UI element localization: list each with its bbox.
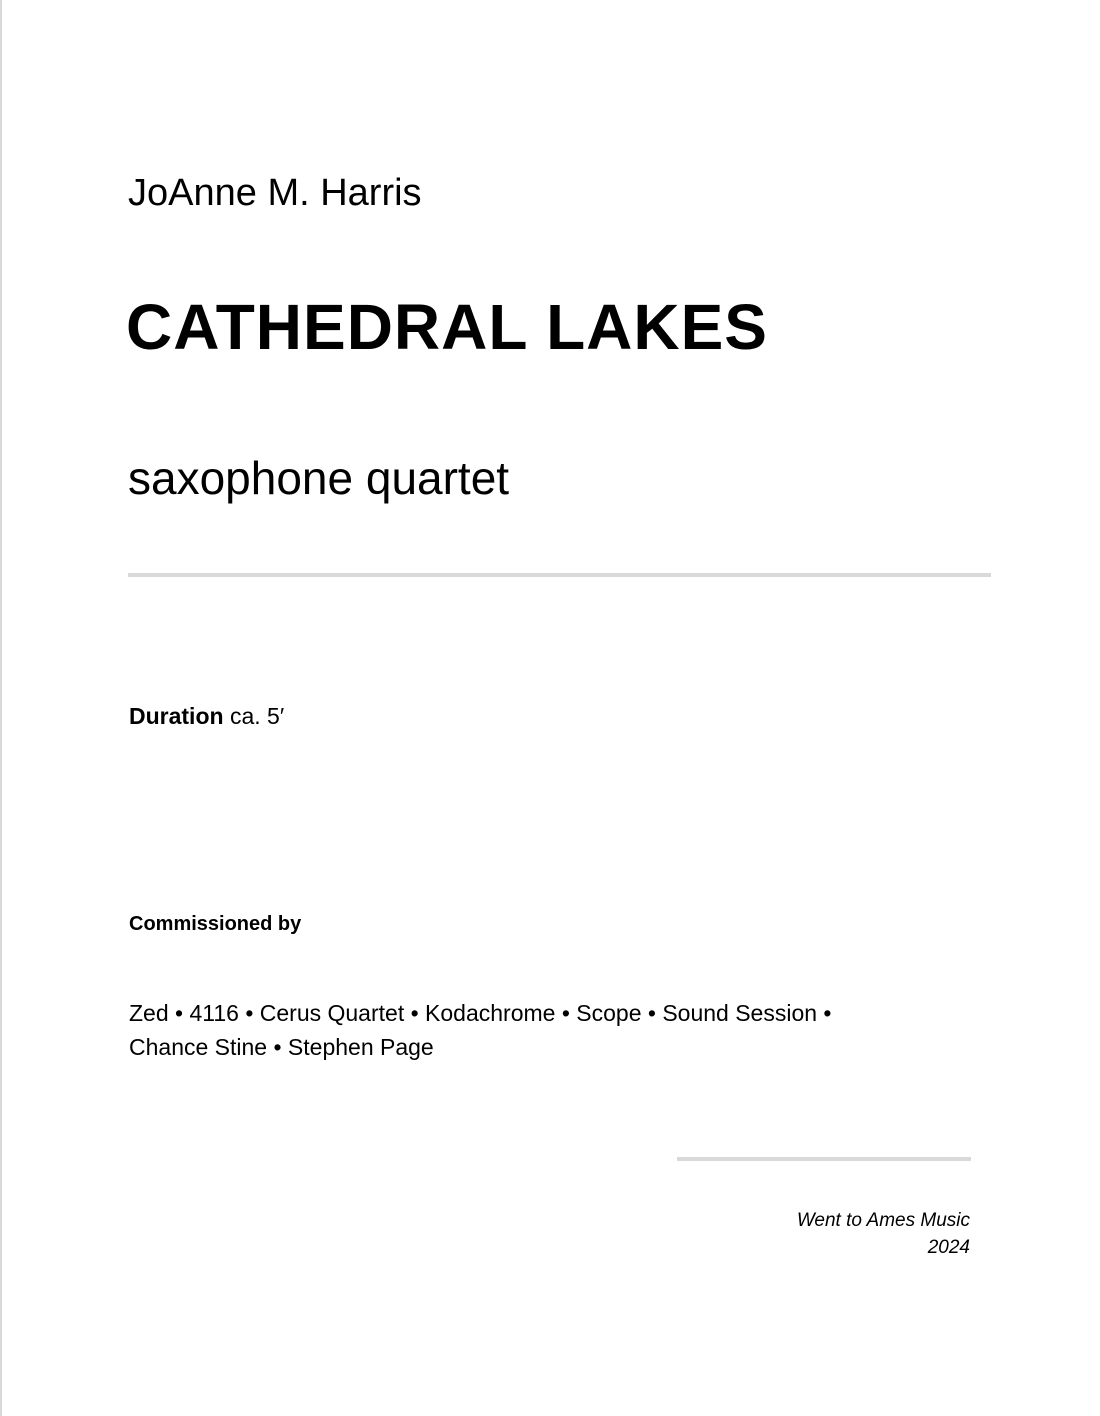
duration-value: ca. 5′: [229, 703, 285, 729]
publisher-divider: [677, 1157, 971, 1161]
instrumentation-subtitle: saxophone quartet: [128, 452, 510, 504]
page-title: CATHEDRAL LAKES: [126, 291, 768, 363]
commissioners-line-1: Zed • 4116 • Cerus Quartet • Kodachrome • Scope • Sound Session •: [129, 1000, 832, 1026]
publisher-block: [797, 1207, 970, 1261]
main-divider: [128, 573, 991, 577]
publication-year: 2024: [927, 1237, 970, 1258]
commissioners-line-2: Chance Stine • Stephen Page: [129, 1034, 434, 1060]
commissioners-list: [129, 996, 969, 1064]
duration-line: [129, 701, 284, 731]
page-edge: [0, 0, 2, 1416]
commission-heading: Commissioned by: [129, 913, 302, 935]
duration-label: Duration: [129, 703, 224, 729]
publisher-name: Went to Ames Music: [796, 1210, 970, 1231]
composer-name: JoAnne M. Harris: [128, 172, 422, 214]
